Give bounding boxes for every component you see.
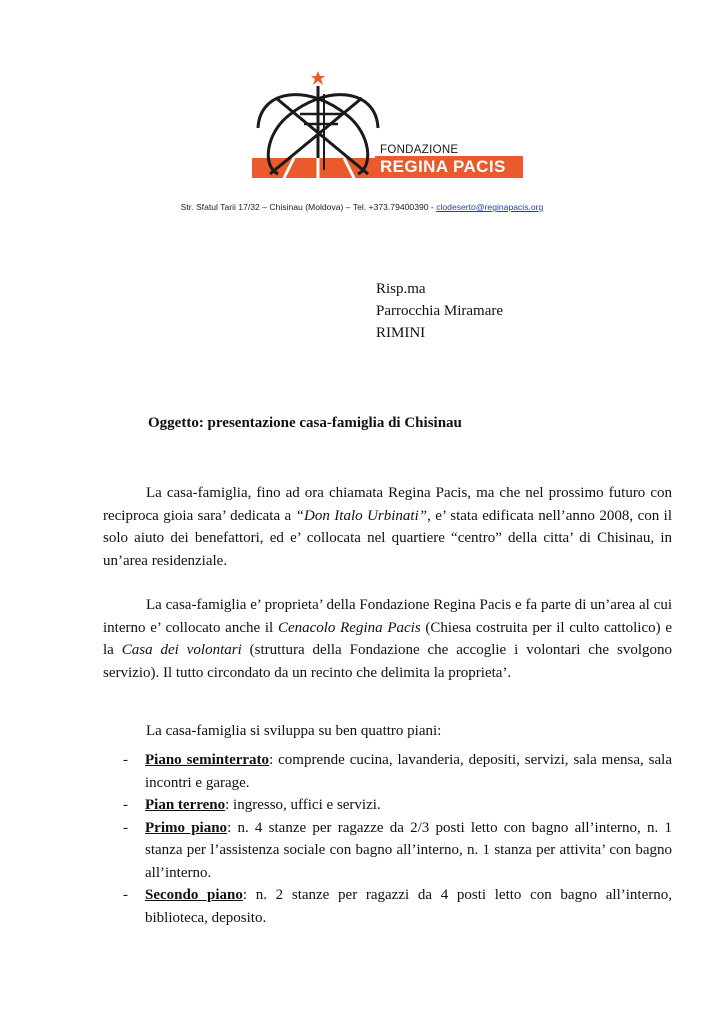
cenacolo-name: Cenacolo Regina Pacis [277,619,421,636]
floor-name: Piano seminterrato [145,752,270,768]
floor-description: : ingresso, uffici e servizi. [225,797,381,813]
bullet-dash: - [123,819,128,836]
list-item [103,749,672,794]
logo-text-regina-pacis: REGINA PACIS [375,156,523,178]
text-run: La casa-famiglia e’ proprieta’ della Fondazione Regina Pacis e fa parte di un’area al cui interno e’ collocato anche il [103,597,672,636]
email-link[interactable]: clodeserto@reginapacis.org [436,202,544,212]
list-item [103,884,672,929]
bullet-dash: - [123,797,128,813]
floor-description: : comprende cucina, lavanderia, depositi, servizi, sala mensa, sala incontri e garage. [145,752,672,791]
recipient-line: RIMINI [376,325,426,341]
text-run: La casa-famiglia, fino ad ora chiamata Regina Pacis, ma che nel prossimo futuro con reciproca gioia sara’ dedicata a [103,485,672,524]
floor-name: Primo piano [145,819,228,836]
bullet-dash: - [123,752,128,768]
text-run: (Chiesa costruita per il culto cattolico) e la [103,619,672,658]
subject-line: Oggetto: presentazione casa-famiglia di Chisinau [148,415,462,431]
bullet-dash: - [123,887,128,903]
floor-name: Secondo piano [145,887,243,903]
letterhead-address [0,202,724,212]
volunteers-house-name: Casa dei volontari [121,642,242,658]
foundation-logo [250,70,530,190]
paragraph-floors [103,720,672,743]
recipient-block [376,278,503,344]
address-text: Str. Sfatul Tarii 17/32 – Chisinau (Moldova) – Tel. +373.79400390 - [180,202,437,212]
recipient-line: Risp.ma [376,281,426,297]
list-item [103,817,672,885]
floor-name: Pian terreno [145,797,226,813]
floor-description: : n. 2 stanze per ragazzi da 4 posti letto con bagno all’interno, biblioteca, deposito. [145,887,672,926]
logo-text-fondazione: FONDAZIONE [380,144,459,156]
text-run: , e’ stata edificata nell’anno 2008, con il solo aiuto dei benefattori, ed e’ collocata nel quartiere “centro” della citta’ di Chisinau, in un’area residenziale. [103,507,673,569]
paragraph-intro [103,482,672,572]
floor-description: : n. 4 stanze per ragazze da 2/3 posti letto con bagno all’interno, n. 1 stanza per l’assistenza sociale con bagno all’interno, n. 1 stanza per attivita’ con bagno all’interno. [145,819,672,881]
text-run: (struttura della Fondazione che accoglie i volontari che svolgono servizio). Il tutto circondato da un recinto che delimita la proprieta’. [103,642,673,681]
floors-list [103,749,672,929]
list-item [103,794,672,817]
recipient-line: Parrocchia Miramare [376,303,504,319]
dedication-name: “Don Italo Urbinati” [295,507,428,524]
paragraph-property [103,594,672,684]
floors-intro: La casa-famiglia si sviluppa su ben quattro piani: [146,723,442,739]
